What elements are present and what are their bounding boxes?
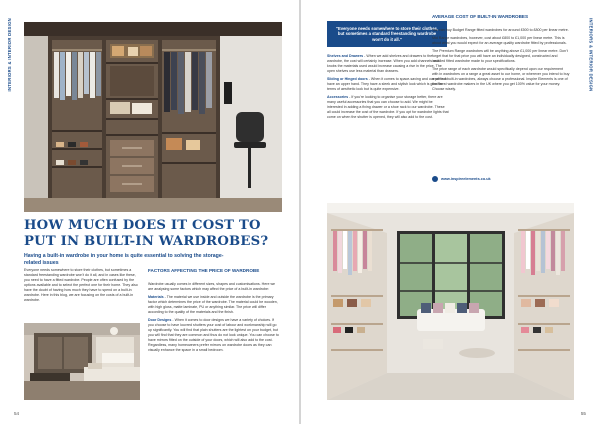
wardrobe-hero-photo bbox=[24, 22, 282, 212]
pull-quote-text: "Everyone needs somewhere to store their clothes, but sometimes a standard freestanding wardrobe won't do it all." bbox=[335, 25, 439, 42]
bedroom-photo bbox=[24, 323, 140, 400]
factors-intro: Wardrobe usually comes in different sizes, shapes and customisations. Here we are analysing some factors which may affect the price of a built-in wardrobe: bbox=[148, 282, 276, 291]
article-headline: HOW MUCH DOES IT COST TO PUT IN BUILT-IN WARDROBES? bbox=[24, 218, 269, 249]
factor-accessories bbox=[327, 95, 449, 120]
website-link[interactable] bbox=[432, 176, 491, 182]
average-cost-premium: The Premium Range wardrobes will be anything above £1,000 per linear metre. Don't forget that for that price you will have an individually designed, constructed and installed fitted wardrobe made to your specifications. bbox=[432, 49, 568, 63]
shelves-text: - When we add shelves and drawers to the wardrobe, the cost will certainly increase. When you add channels and knobs the materials used would increase causing a rise in the price. The open shelves use less material than drawers. bbox=[327, 54, 442, 73]
door-designs-term: Door Designs bbox=[148, 318, 172, 322]
accessories-term: Accessories bbox=[327, 95, 349, 99]
section-side-tab-right bbox=[586, 0, 596, 424]
factors-continued-column bbox=[327, 54, 449, 123]
walk-in-wardrobe-photo bbox=[327, 203, 574, 400]
left-page bbox=[0, 0, 299, 424]
globe-icon bbox=[432, 176, 438, 182]
materials-text: - The material we use inside and outside the wardrobe is the primary factor which determines the price of the wardrobe. The material could be wooden, with high gloss, matte laminate, PU or anything similar. The price will differ according to the quality of the materials and the finish. bbox=[148, 295, 278, 314]
page-number-right: 55 bbox=[580, 411, 586, 416]
pull-quote bbox=[327, 21, 447, 47]
intro-paragraph: Everyone needs somewhere to store their clothes, but sometimes a standard freestanding wardrobe won't do it all, and in cases like these, you need to have a fitted wardrobe. People are often confused by the options available and to select the perfect one for their home. They also have the doubt of having how much they have to spend on a built-in wardrobe. Here in this blog, we are focusing on the costs of a built-in wardrobe. bbox=[24, 268, 138, 302]
factor-sliding-hinged bbox=[327, 77, 449, 92]
factors-heading: FACTORS AFFECTING THE PRICE OF WARDROBE bbox=[148, 268, 260, 273]
materials-term: Materials bbox=[148, 295, 164, 299]
average-cost-budget: You can buy Budget Range fitted wardrobes for around £500 to £800 per linear metre. bbox=[432, 28, 569, 32]
average-cost-column bbox=[432, 28, 570, 95]
average-cost-mid: Mid Range wardrobes, however, cost about £800 to £1,000 per linear metre. This is about what you would expect for an average quality wardrobe fitted by professionals. bbox=[432, 36, 567, 45]
article-standfirst: Having a built-in wardrobe in your home is quite essential to solving the storage-related issues bbox=[24, 253, 224, 266]
shelves-term: Shelves and Drawers bbox=[327, 54, 364, 58]
door-designs-text: - When it comes to door designs we have a variety of choices. If you choose to have louvred shutters your cost of labour and workmanship will go up significantly. You will find that plain shutters are the lightest on your budget, but you will find that they are common and thus do not look unique. You can choose to have mirrors fitted on the outside of your doors, which will also add to the cost. Regardless, many homeowners prefer mirrors on wardrobe doors as they can visually enhance the space in a small bedroom. bbox=[148, 318, 279, 352]
page-number-left: 54 bbox=[14, 411, 20, 416]
average-cost-summary: The price range of each wardrobe would specifically depend upon our requirement with in wardrobes on a range a great asset to our home, or wherever you intend to buy a perfect built-in wardrobes, always choose a professional. Inspire Elements is one of the finest wardrobe makers in the UK where you get 100% value for your money. Choose wisely. bbox=[432, 67, 570, 91]
section-label: INTERIORS & INTERIOR DESIGN bbox=[6, 18, 12, 92]
section-label-right: INTERIORS & INTERIOR DESIGN bbox=[588, 18, 594, 92]
accessories-text: - If you're looking to organise your storage better, there are many useful accessories that you can choose to add. We might be interested in adding a fixing drawer or a shoe rack to our wardrobe. These all could increase the cost of the wardrobe. If you opt for wardrobe lights that come on when the shutter is opened, they will also add to the cost. bbox=[327, 95, 449, 119]
section-side-tab bbox=[4, 0, 14, 424]
sliding-text: - When it comes to space-saving and overall look have an upper hand. They have a sleek and stylish look which is good in terms of aesthetic look but is quite expensive. bbox=[327, 77, 448, 91]
intro-column bbox=[24, 268, 140, 306]
sliding-term: Sliding or Hinged doors bbox=[327, 77, 368, 81]
average-cost-heading: AVERAGE COST OF BUILT-IN WARDROBES bbox=[432, 14, 529, 19]
factor-materials bbox=[148, 295, 280, 315]
factor-shelves-drawers bbox=[327, 54, 449, 74]
right-page bbox=[301, 0, 600, 424]
factors-column bbox=[148, 282, 280, 356]
website-url[interactable]: www.inspireelements.co.uk bbox=[441, 177, 491, 181]
factor-door-designs bbox=[148, 318, 280, 353]
